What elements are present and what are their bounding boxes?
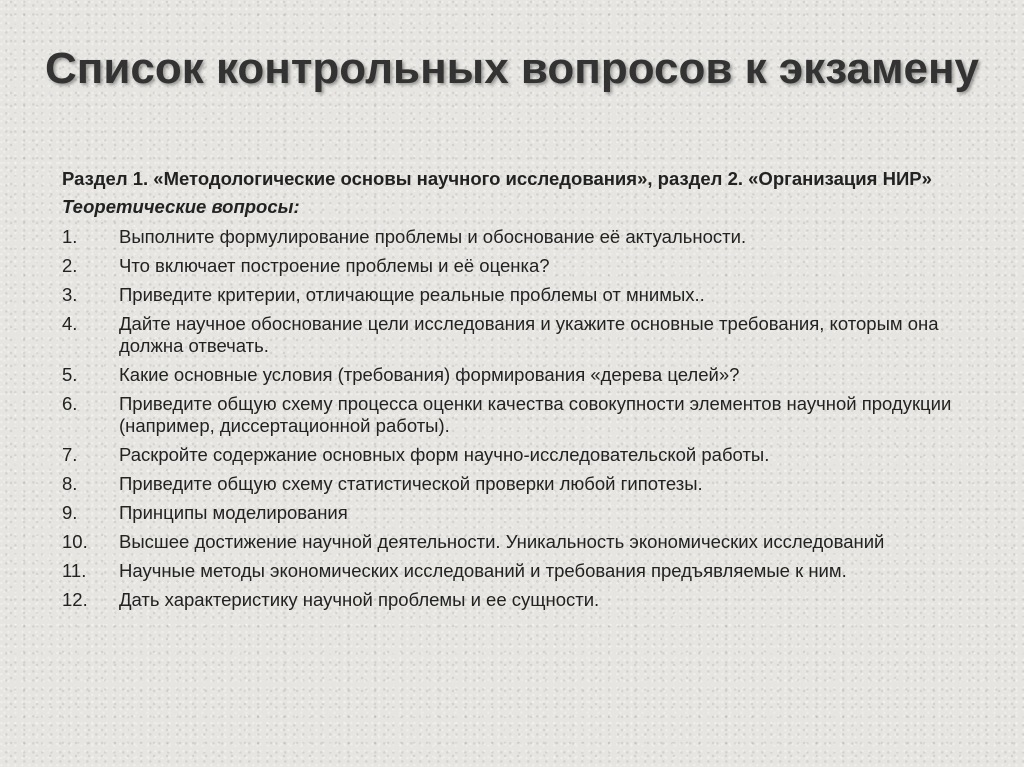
item-number: 12. bbox=[62, 589, 88, 610]
slide-content bbox=[62, 168, 982, 618]
list-item bbox=[62, 444, 982, 466]
item-text: Приведите общую схему процесса оценки качества совокупности элементов научной продукции (например, диссертационной работы). bbox=[119, 393, 952, 436]
list-item bbox=[62, 364, 982, 386]
item-text: Высшее достижение научной деятельности. Уникальность экономических исследований bbox=[119, 531, 885, 552]
item-text: Принципы моделирования bbox=[119, 502, 348, 523]
item-text: Что включает построение проблемы и её оценка? bbox=[119, 255, 550, 276]
item-number: 10. bbox=[62, 531, 88, 552]
list-item bbox=[62, 226, 982, 248]
item-number: 11. bbox=[62, 560, 87, 581]
list-item bbox=[62, 531, 982, 553]
item-number: 8. bbox=[62, 473, 78, 494]
item-number: 4. bbox=[62, 313, 78, 334]
item-text: Выполните формулирование проблемы и обоснование её актуальности. bbox=[119, 226, 747, 247]
item-text: Какие основные условия (требования) формирования «дерева целей»? bbox=[119, 364, 740, 385]
list-item bbox=[62, 313, 982, 357]
item-number: 3. bbox=[62, 284, 78, 305]
list-item bbox=[62, 589, 982, 611]
list-item bbox=[62, 473, 982, 495]
list-item bbox=[62, 255, 982, 277]
slide-title: Список контрольных вопросов к экзамену bbox=[44, 44, 980, 93]
item-text: Раскройте содержание основных форм научно-исследовательской работы. bbox=[119, 444, 770, 465]
list-item bbox=[62, 560, 982, 582]
item-text: Научные методы экономических исследований и требования предъявляемые к ним. bbox=[119, 560, 847, 581]
section-heading: Раздел 1. «Методологические основы научного исследования», раздел 2. «Организация НИР» bbox=[62, 168, 932, 189]
item-number: 6. bbox=[62, 393, 78, 414]
item-number: 1. bbox=[62, 226, 78, 247]
item-number: 7. bbox=[62, 444, 78, 465]
item-text: Приведите общую схему статистической проверки любой гипотезы. bbox=[119, 473, 703, 494]
item-text: Дайте научное обоснование цели исследования и укажите основные требования, которым она должна отвечать. bbox=[119, 313, 939, 356]
list-item bbox=[62, 393, 982, 437]
item-number: 9. bbox=[62, 502, 78, 523]
questions-subheading: Теоретические вопросы: bbox=[62, 196, 300, 217]
list-item bbox=[62, 502, 982, 524]
item-number: 2. bbox=[62, 255, 78, 276]
item-text: Приведите критерии, отличающие реальные проблемы от мнимых.. bbox=[119, 284, 705, 305]
questions-list bbox=[62, 226, 982, 611]
item-text: Дать характеристику научной проблемы и ее сущности. bbox=[119, 589, 600, 610]
item-number: 5. bbox=[62, 364, 78, 385]
list-item bbox=[62, 284, 982, 306]
